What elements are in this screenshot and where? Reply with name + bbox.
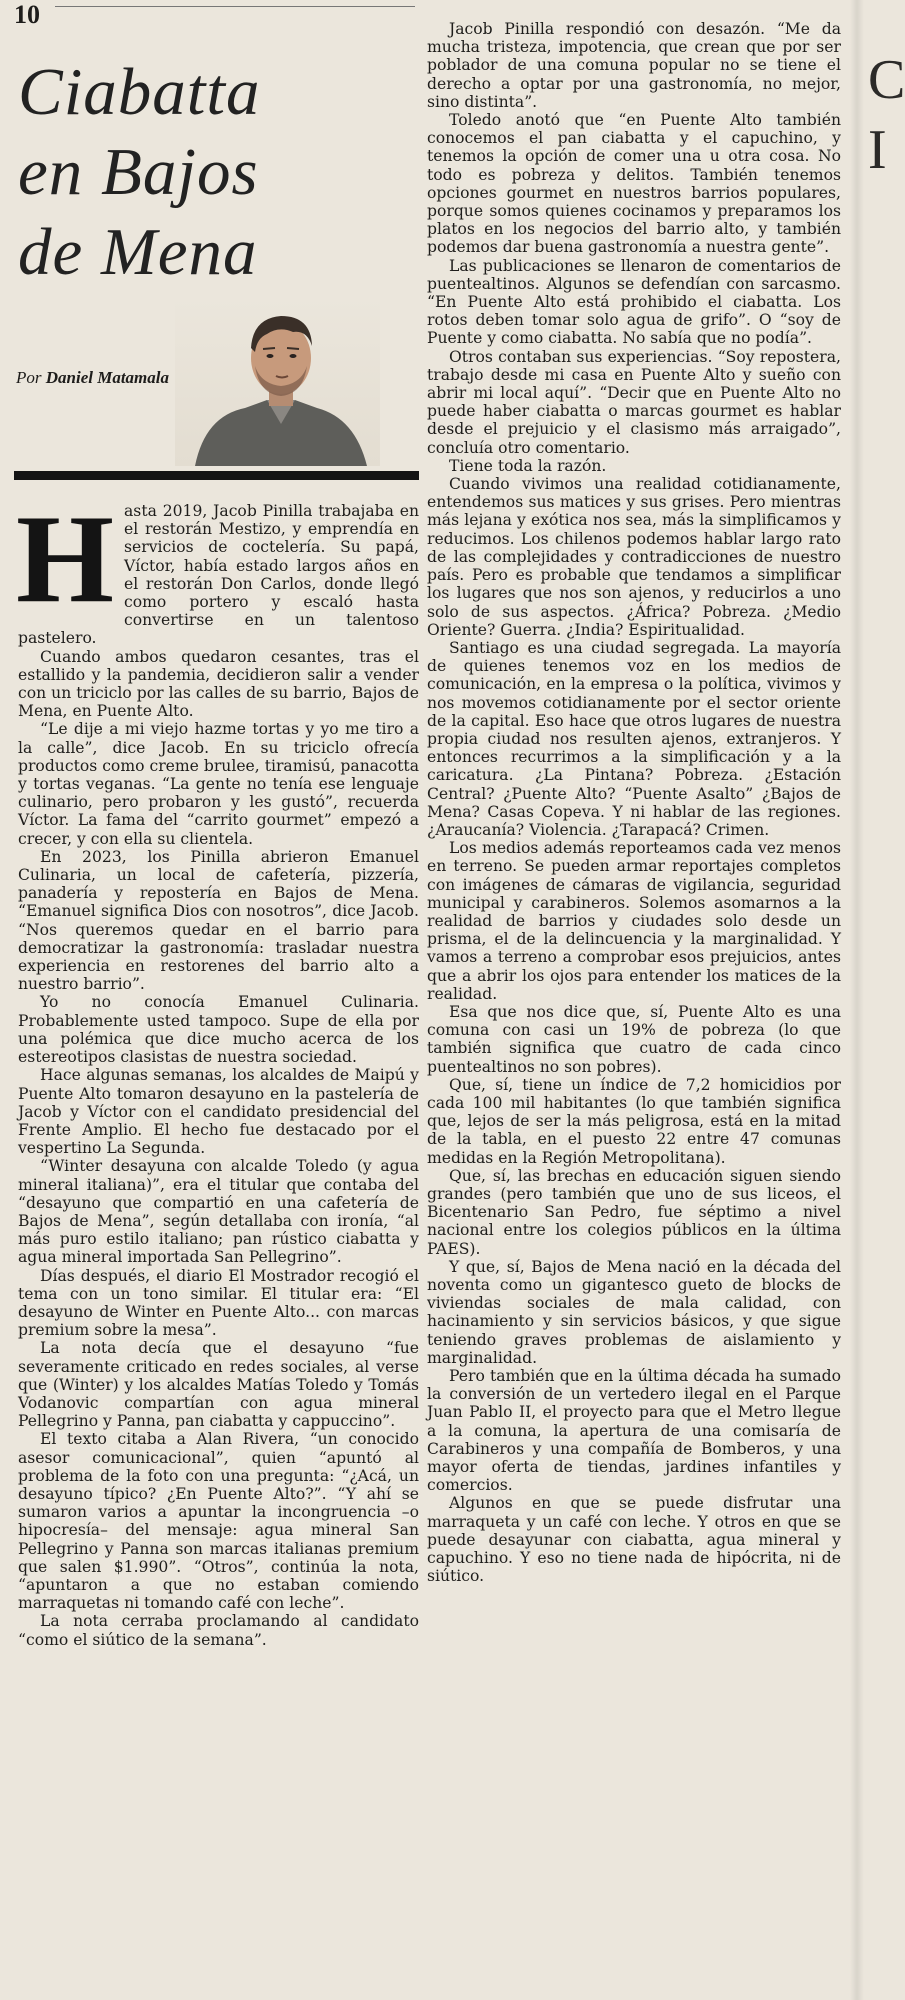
adjacent-page-letter: I [868, 119, 887, 181]
paragraph: Los medios además reporteamos cada vez menos en terreno. Se pueden armar reportajes completos con imágenes de cámaras de vigilancia, seguridad municipal y carabineros. Solemos asomarnos a la realidad de barrios y ciudades solo desde un prisma, el de la delincuencia y la marginalidad. Y vamos a terreno a comprobar esos prejuicios, antes que a abrir los ojos para entender los matices de la realidad. [427, 839, 841, 1003]
paragraph: Otros contaban sus experiencias. “Soy repostera, trabajo desde mi casa en Puente Alto y sueño con abrir mi local aquí”. “Decir que en Puente Alto no puede haber ciabatta o marcas gourmet es hablar desde el prejuicio y el clasismo más arraigado”, concluía otro comentario. [427, 347, 841, 457]
paragraph: Cuando ambos quedaron cesantes, tras el estallido y la pandemia, decidieron salir a vender con un triciclo por las calles de su barrio, Bajos de Mena, en Puente Alto. [18, 647, 419, 721]
paragraph: El texto citaba a Alan Rivera, “un conocido asesor comunicacional”, quien “apuntó al problema de la foto con una pregunta: “¿Acá, un desayuno típico? ¿En Puente Alto?”. “Y ahí se sumaron varios a apuntar la incongruencia –o hipocresía– del mensaje: agua mineral San Pellegrino y Panna son marcas italianas premium que salen $1.990”. “Otros”, continúa la nota, “apuntaron a que no estaban comiendo marraquetas ni tomando café con leche”. [18, 1430, 419, 1613]
adjacent-page-fragment [868, 45, 905, 185]
byline-rule [14, 471, 419, 480]
paragraph: Pero también que en la última década ha sumado la conversión de un vertedero ilegal en el Parque Juan Pablo II, el proyecto para que el Metro llegue a la comuna, la apertura de una comisaría de Carabineros y una compañía de Bomberos, y una mayor oferta de tiendas, jardines infantiles y comercios. [427, 1367, 841, 1495]
article-headline [18, 52, 418, 292]
paragraph: Días después, el diario El Mostrador recogió el tema con un tono similar. El titular era: “El desayuno de Winter en Puente Alto... con marcas premium sobre la mesa”. [18, 1266, 419, 1340]
dropcap: H [16, 490, 115, 629]
author-portrait-illustration [175, 296, 380, 466]
paragraph: Que, sí, las brechas en educación siguen siendo grandes (pero también que uno de sus liceos, el Bicentenario San Pedro, fue séptimo a nivel nacional entre los colegios públicos en la última PAES). [427, 1166, 841, 1258]
paragraph: La nota cerraba proclamando al candidato “como el siútico de la semana”. [18, 1612, 419, 1649]
paragraph: Tiene toda la razón. [449, 456, 607, 475]
author-photo [175, 296, 380, 466]
paragraph: La nota decía que el desayuno “fue severamente criticado en redes sociales, al verse que (Winter) y los alcaldes Matías Toledo y Tomás Vodanovic compartían con agua mineral Pellegrino y Panna, pan ciabatta y cappuccino”. [18, 1339, 419, 1431]
paragraph [16, 490, 419, 648]
paragraph: “Winter desayuna con alcalde Toledo (y agua mineral italiana)”, era el titular que contaba del “desayuno que compartió en una cafetería de Bajos de Mena”, según detallaba con ironía, “al más puro estilo italiano; pan rústico ciabatta y agua mineral importada San Pellegrino”. [18, 1157, 419, 1267]
paragraph: “Le dije a mi viejo hazme tortas y yo me tiro a la calle”, dice Jacob. En su triciclo ofrecía productos como creme brulee, tiramisú, panacotta y tortas veganas. “La gente no tenía ese lenguaje culinario, pero probaron y les gustó”, recuerda Víctor. La fama del “carrito gourmet” empezó a crecer, y con ella su clientela. [18, 720, 419, 848]
paragraph: En 2023, los Pinilla abrieron Emanuel Culinaria, un local de cafetería, pizzería, panadería y repostería en Bajos de Mena. “Emanuel significa Dios con nosotros”, dice Jacob. “Nos queremos quedar en el barrio para democratizar la gastronomía: trasladar nuestra experiencia en restorenes del barrio alto a nuestro barrio”. [18, 847, 419, 994]
paragraph: Toledo anotó que “en Puente Alto también conocemos el pan ciabatta y el capuchino, y tenemos la opción de comer una u otra cosa. No todo es pobreza y delitos. También tenemos opciones gourmet en nuestros barrios populares, porque somos quienes cocinamos y preparamos los platos en los negocios del barrio alto, y también podemos dar buena gastronomía a nuestra gente”. [427, 111, 841, 257]
article-column-right [427, 20, 841, 1585]
paragraph: Esa que nos dice que, sí, Puente Alto es una comuna con casi un 19% de pobreza (lo que también significa que cuatro de cada cinco puentealtinos no son pobres). [427, 1002, 841, 1076]
headline-line-2: en Bajos [18, 135, 259, 209]
paragraph: Jacob Pinilla respondió con desazón. “Me da mucha tristeza, impotencia, que crean que por ser poblador de una comuna popular no se tiene el derecho a optar por una gastronomía, no mejor, sino distinta”. [427, 20, 841, 111]
paragraph: Las publicaciones se llenaron de comentarios de puentealtinos. Algunos se defendían con sarcasmo. “En Puente Alto está prohibido el ciabatta. Los rotos deben tomar solo agua de grifo”. O “soy de Puente y como ciabatta. No sabía que no podía”. [427, 256, 841, 348]
page-fold-shadow [850, 0, 864, 2000]
byline [16, 368, 169, 388]
adjacent-page-letter: C [868, 49, 905, 111]
paragraph: Que, sí, tiene un índice de 7,2 homicidios por cada 100 mil habitantes (lo que también significa que, lejos de ser la más peligrosa, está en la mitad de la tabla, en el puesto 22 entre 47 comunas medidas en la Región Metropolitana). [427, 1075, 841, 1167]
paragraph: Santiago es una ciudad segregada. La mayoría de quienes tenemos voz en los medios de comunicación, en la empresa o la política, vivimos y nos movemos cotidianamente por el sector oriente de la capital. Eso hace que otros lugares de nuestra propia ciudad nos resulten ajenos, extranjeros. Y entonces recurrimos a la simplificación y a la caricatura. ¿La Pintana? Pobreza. ¿Estación Central? ¿Puente Alto? “Puente Asalto” ¿Bajos de Mena? Casas Copeva. Y ni hablar de las regiones. ¿Araucanía? Violencia. ¿Tarapacá? Crimen. [427, 638, 841, 839]
paragraph: Y que, sí, Bajos de Mena nació en la década del noventa como un gigantesco gueto de blocks de viviendas sociales de mala calidad, con hacinamiento y sin servicios básicos, y que sigue teniendo graves problemas de aislamiento y marginalidad. [427, 1257, 841, 1367]
headline-line-3: de Mena [18, 215, 258, 289]
page-number: 10 [14, 0, 40, 29]
byline-author: Daniel Matamala [45, 368, 170, 387]
paragraph: Algunos en que se puede disfrutar una marraqueta y un café con leche. Y otros en que se puede desayunar con ciabatta, agua mineral y capuchino. Y eso no tiene nada de hipócrita, ni de siútico. [427, 1494, 841, 1586]
article-column-left [16, 490, 419, 1649]
header-rule [55, 6, 415, 7]
byline-prefix: Por [16, 368, 42, 387]
paragraph-text: asta 2019, Jacob Pinilla trabajaba en el restorán Mestizo, y emprendía en servicios de coctelería. Su papá, Víctor, había estado largos años en el restorán Don Carlos, donde llegó como portero y escaló hasta convertirse en un talentoso pastelero. [18, 502, 419, 648]
paragraph: Cuando vivimos una realidad cotidianamente, entendemos sus matices y sus grises. Pero mientras más lejana y exótica nos sea, más la simplificamos y reducimos. Los chilenos podemos hablar largo rato de las complejidades y contradicciones de nuestro país. Pero es probable que tendamos a simplificar los lugares que nos son ajenos, y reducirlos a uno solo de sus aspectos. ¿África? Pobreza. ¿Medio Oriente? Guerra. ¿India? Espiritualidad. [427, 475, 841, 639]
paragraph: Hace algunas semanas, los alcaldes de Maipú y Puente Alto tomaron desayuno en la pastelería de Jacob y Víctor con el candidato presidencial del Frente Amplio. El hecho fue destacado por el vespertino La Segunda. [18, 1066, 419, 1158]
paragraph: Yo no conocía Emanuel Culinaria. Probablemente usted tampoco. Supe de ella por una polémica que dice mucho acerca de los estereotipos clasistas de nuestra sociedad. [18, 993, 419, 1067]
headline-line-1: Ciabatta [18, 55, 261, 129]
